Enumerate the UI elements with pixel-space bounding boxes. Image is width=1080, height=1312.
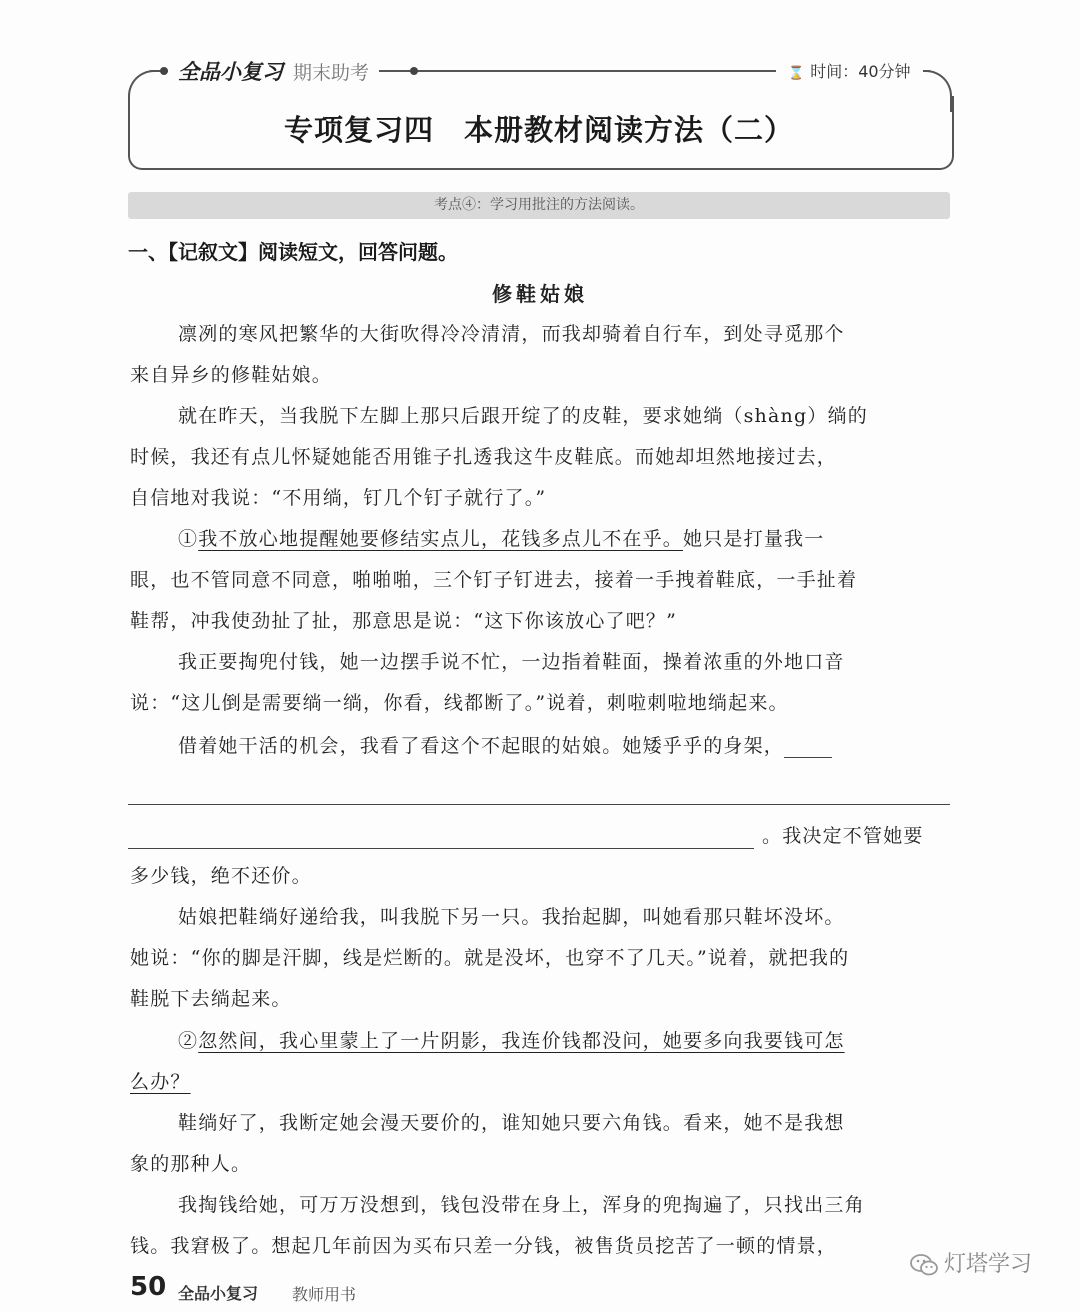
passage-title: 修鞋姑娘 — [492, 282, 588, 306]
passage-line: 凛冽的寒风把繁华的大街吹得冷冷清清，而我却骑着自行车，到处寻觅那个 — [178, 323, 845, 345]
header-dot-left — [160, 67, 168, 75]
answer-blank-end[interactable] — [128, 848, 754, 849]
passage-line: 自信地对我说：“不用绱，钉几个钉子就行了。” — [130, 487, 547, 509]
passage-line: 象的那种人。 — [130, 1153, 252, 1175]
brand-name: 全品小复习 — [178, 60, 283, 84]
passage-line: 。我决定不管她要 — [762, 825, 924, 847]
wechat-icon — [910, 1253, 938, 1277]
passage-line: 我正要掏兜付钱，她一边摆手说不忙，一边指着鞋面，操着浓重的外地口音 — [178, 651, 845, 673]
time-text: 时间：40分钟 — [810, 62, 911, 81]
passage-line: 我掏钱给她，可万万没想到，钱包没带在身上，浑身的兜掏遍了，只找出三角 — [178, 1194, 865, 1216]
passage-line-annotated-1 — [178, 527, 824, 551]
answer-blank-start[interactable] — [784, 737, 832, 758]
watermark — [910, 1248, 1032, 1282]
passage-line: 鞋脱下去绱起来。 — [130, 988, 292, 1010]
passage-line: 多少钱，绝不还价。 — [130, 865, 312, 887]
time-limit — [776, 58, 923, 86]
underlined-sentence-2-end: 么办？ — [130, 1071, 191, 1093]
passage-line: 时候，我还有点儿怀疑她能否用锥子扎透我这牛皮鞋底。而她却坦然地接过去， — [130, 446, 838, 468]
hourglass-icon: ⌛ — [788, 66, 805, 81]
passage-line: 钱。我窘极了。想起几年前因为买布只差一分钱，被售货员挖苦了一顿的情景， — [130, 1235, 838, 1257]
line-text: 借着她干活的机会，我看了看这个不起眼的姑娘。她矮乎乎的身架， — [178, 735, 785, 757]
passage-line: 她说：“你的脚是汗脚，线是烂断的。就是没坏，也穿不了几天。”说着，就把我的 — [130, 947, 850, 969]
passage-line: 就在昨天，当我脱下左脚上那只后跟开绽了的皮鞋，要求她绱（shàng）绱的 — [178, 405, 868, 427]
passage-line: 姑娘把鞋绱好递给我，叫我脱下另一只。我抬起脚，叫她看那只鞋坏没坏。 — [178, 906, 845, 928]
passage-line: 眼，也不管同意不同意，啪啪啪，三个钉子钉进去，接着一手拽着鞋底，一手扯着 — [130, 569, 858, 591]
footer-subtitle: 教师用书 — [292, 1285, 357, 1304]
brand-subtitle: 期末助考 — [293, 62, 370, 84]
annotation-mark-1: ① — [178, 528, 199, 550]
watermark-text: 灯塔学习 — [944, 1252, 1033, 1277]
passage-line: 鞋帮，冲我使劲扯了扯，那意思是说：“这下你该放心了吧？” — [130, 610, 678, 632]
exam-point-banner: 考点④：学习用批注的方法阅读。 — [128, 192, 950, 219]
question-heading: 一、【记叙文】阅读短文，回答问题。 — [128, 240, 458, 264]
underlined-sentence-1: 我不放心地提醒她要修结实点儿，花钱多点儿不在乎。 — [198, 528, 684, 550]
passage-line: 说：“这儿倒是需要绱一绱，你看，线都断了。”说着，刺啦刺啦地绱起来。 — [130, 692, 789, 714]
passage-line-with-blank — [178, 734, 832, 758]
line-rest: 她只是打量我一 — [683, 528, 825, 550]
annotation-mark-2: ② — [178, 1030, 199, 1052]
answer-blank-line[interactable] — [128, 804, 950, 805]
passage-line-annotated-2 — [178, 1029, 845, 1053]
underlined-sentence-2: 忽然间，我心里蒙上了一片阴影，我连价钱都没问，她要多向我要钱可怎 — [198, 1030, 845, 1052]
page-number: 50 — [130, 1272, 167, 1302]
footer-brand: 全品小复习 — [178, 1284, 259, 1303]
passage-line — [130, 1070, 191, 1094]
page-title: 专项复习四 本册教材阅读方法（二） — [283, 113, 794, 147]
passage-line: 来自异乡的修鞋姑娘。 — [130, 364, 333, 386]
header-dot-mid — [410, 67, 418, 75]
passage-line: 鞋绱好了，我断定她会漫天要价的，谁知她只要六角钱。看来，她不是我想 — [178, 1112, 845, 1134]
brand-logo — [168, 56, 379, 88]
